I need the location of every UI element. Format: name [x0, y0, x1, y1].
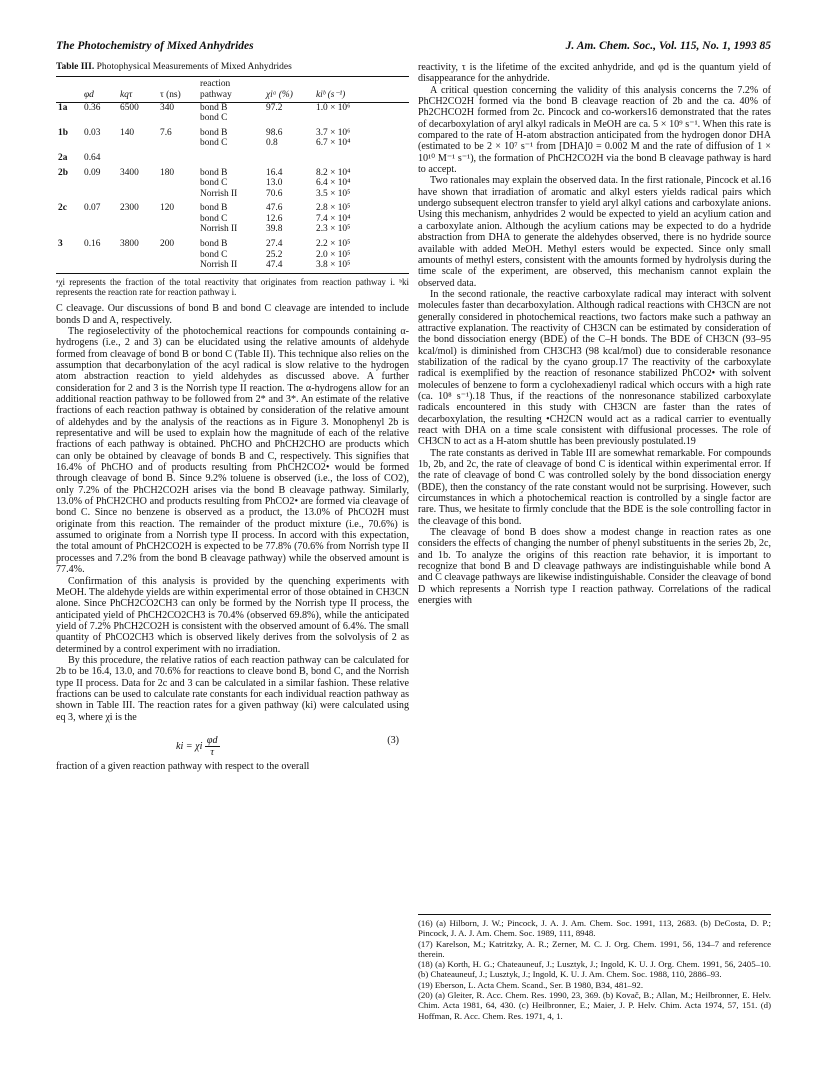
table-cell: 3400 — [120, 167, 139, 178]
reference-item: (16) (a) Hilborn, J. W.; Pincock, J. A. J. Am. Chem. Soc. 1991, 113, 2683. (b) DeCosta, D. P.; Pincock, J. A. J. Am. Chem. Soc. 1989, 111, 8948. — [418, 918, 771, 939]
equation-fraction — [205, 735, 220, 759]
right-column — [418, 62, 771, 607]
table-cell — [118, 260, 158, 273]
table-cell: 3.7 × 10⁶ — [316, 127, 351, 138]
table-cell — [82, 224, 118, 235]
table-header-row — [56, 77, 409, 102]
table-cell: bond C — [200, 249, 228, 260]
table-row — [56, 235, 409, 250]
table-cell — [158, 214, 198, 225]
table-cell — [158, 149, 198, 164]
table-cell — [314, 149, 409, 164]
compound-label: 2b — [58, 167, 68, 178]
table-cell — [82, 178, 118, 189]
table-cell: 3.5 × 10⁵ — [316, 188, 351, 199]
table-cell: 2.2 × 10⁵ — [316, 239, 351, 250]
table-footnote: ᵃχi represents the fraction of the total reactivity that originates from reaction pathway i. ᵇki represents the reaction rate for reaction pathway i. — [56, 276, 409, 298]
compound-label — [56, 113, 82, 124]
table-cell — [158, 113, 198, 124]
table-cell: 0.07 — [84, 203, 101, 214]
table-header-cell: kqτ — [118, 77, 158, 102]
table-cell — [158, 189, 198, 200]
table-cell: 8.2 × 10⁴ — [316, 167, 351, 178]
table-cell: bond C — [200, 138, 228, 149]
body-paragraph: C cleavage. Our discussions of bond B and bond C cleavage are intended to include bonds D and A, respectively. — [56, 303, 409, 326]
table-cell — [118, 178, 158, 189]
table-row — [56, 199, 409, 214]
body-paragraph: Confirmation of this analysis is provided by the quenching experiments with MeOH. The aldehyde yields are within experimental error of those obtained in CH3CN alone. Since PhCH2CO2CH3 can only be formed by the Norrish type II process, the anticipated yield of PhCH2CO2CH3 is 70.4% (observed 69.8%), while the anticipated yield of 7.2% PhCH2CO2H is consistent with the observed amount of 6.4%. The small quantity of PhCO2CH3 which is observed likely derives from the solvolysis of 2 as determined by a control experiment with no irradiation. — [56, 575, 409, 655]
table-cell: 39.8 — [266, 224, 283, 235]
table-cell: 200 — [160, 239, 175, 250]
table-cell: 3.8 × 10⁵ — [314, 260, 409, 273]
table-header-cell — [56, 77, 82, 102]
running-header — [56, 40, 771, 56]
table-cell: 2.8 × 10⁵ — [316, 203, 351, 214]
table-cell: 6500 — [120, 102, 139, 113]
compound-label — [56, 138, 82, 149]
table-row — [56, 138, 409, 149]
table-cell: 0.36 — [84, 102, 101, 113]
table-cell: 7.4 × 10⁴ — [316, 213, 351, 224]
table-cell: 0.64 — [84, 152, 101, 163]
journal-section-title: The Photochemistry of Mixed Anhydrides — [56, 40, 254, 52]
table-cell — [118, 113, 158, 124]
body-paragraph: The cleavage of bond B does show a modest change in reaction rates as one considers the effects of changing the number of phenyl substituents in the series 2b, 2c, and 1b. To analyze the origins of this reaction rate behavior, it is important to recognize that bond B and D cleavage pathways are indistinguishable while bond A and C cleavage pathways are likewise indistinguishable. Consider the cleavage of bond D which represents a Norrish type I reaction pathway. Correlations of the radical energies with — [418, 527, 771, 607]
table-label: Table III. — [56, 62, 95, 72]
table-cell — [82, 138, 118, 149]
body-paragraph: A critical question concerning the validity of this analysis concerns the 7.2% of PhCH2CO2H formed via the bond B cleavage reaction of 2b and the ca. 40% of Ph2CHCO2H formed from 2c. Pincock and co-workers16 demonstrated that the rates of decarboxylation of aryl alkyl radicals in MeOH are ca. 5 × 10⁹ s⁻¹. When this rate is compared to the rate of H-atom abstraction anticipated from the hydrogen donor DHA (estimated to be 2 × 10⁷ s⁻¹ from [DHA]0 = 0.002 M and the rate of diffusion of 1 × 10¹⁰ M⁻¹ s⁻¹), the formation of PhCH2CO2H via the bond B cleavage pathway is hard to accept. — [418, 84, 771, 176]
table-cell: 2.0 × 10⁵ — [316, 249, 351, 260]
body-paragraph: Two rationales may explain the observed data. In the first rationale, Pincock et al.16 have shown that irradiation of aromatic and alkyl esters yields radical pairs which undergo subsequent electron transfer to yield aryl alkyl cations and carboxylate anions. Using this mechanism, anhydrides 2 would be expected to yield an acylium cation and a carboxylate anion. Although the acylium cations may be expected to do a hydride abstraction from DHA to generate the aldehydes observed, there is no hydride source available with added MeOH. Methyl esters would be expected. Since only small amounts of methyl esters, consistent with the amounts formed by hydrolysis during the time scale of the experiment, are observed, this mechanism cannot explain the observed data. — [418, 175, 771, 289]
table-cell — [158, 224, 198, 235]
table-cell — [82, 189, 118, 200]
table-row — [56, 224, 409, 235]
compound-label — [56, 260, 82, 273]
left-column — [56, 62, 409, 772]
table-row — [56, 214, 409, 225]
table-cell: 3800 — [120, 239, 139, 250]
table-header-cell: φd — [82, 77, 118, 102]
table-cell: 47.6 — [266, 203, 283, 214]
table-row — [56, 178, 409, 189]
table-cell — [118, 138, 158, 149]
table-cell: 27.4 — [266, 239, 283, 250]
table-cell: 16.4 — [266, 167, 283, 178]
table-cell: 98.6 — [266, 127, 283, 138]
compound-label: 1b — [58, 127, 68, 138]
table-cell: Norrish II — [198, 260, 264, 273]
compound-label — [56, 250, 82, 261]
table-cell: 120 — [160, 203, 175, 214]
table-cell: 7.6 — [160, 127, 172, 138]
table-row — [56, 189, 409, 200]
table-cell: 340 — [160, 102, 175, 113]
table-cell: bond B — [200, 203, 228, 214]
equation-3 — [56, 727, 409, 757]
table-cell: 2300 — [120, 203, 139, 214]
table-cell — [118, 250, 158, 261]
table-cell: bond B — [200, 167, 228, 178]
compound-label — [56, 214, 82, 225]
table-cell — [158, 178, 198, 189]
table-cell: 0.09 — [84, 167, 101, 178]
references — [418, 914, 771, 1021]
reference-item: (20) (a) Gleiter, R. Acc. Chem. Res. 1990, 23, 369. (b) Kovač, B.; Allan, M.; Heilbronner, E. Helv. Chim. Acta 1981, 64, 430. (c) Heilbronner, E.; Maier, J. P. Helv. Chim. Acta 1974, 57, 151. (d) Hoffman, R. Acc. Chem. Res. 1971, 4, 1. — [418, 990, 771, 1021]
body-paragraph: In the second rationale, the reactive carboxylate radical may interact with solvent molecules faster than decarboxylation. Although radical reactions with CH3CN are not generally considered in photochemical reactions, two factors make such a pathway an attractive explanation. The reactivity of CH3CN can be estimated by consideration of the bond dissociation energy (BDE) of the C–H bonds. The BDE of CH3CN (93–95 kcal/mol) is diminished from CH3CH3 (98 kcal/mol) due to considerable resonance stabilization of the radical by the cyano group.17 The reactivity of the carboxylate radical is exemplified by the reaction of resonance stabilized PhCO2• with solvent molecules of benzene to form a cyclohexadienyl radical which occurs with a high rate (ca. 10⁸ s⁻¹).18 Thus, if the reactions of the nonresonance stabilized carboxylate radicals encountered in this study with CH3CN are faster than the rates of decarboxylation, the resulting •CH2CN would act as a radical carrier to eventually react with DHA on a time scale consistent with diffusional processes. The role of CH3CN to act as a H-atom shuttle has been previously postulated.19 — [418, 288, 771, 448]
table-cell — [118, 214, 158, 225]
table-cell: 12.6 — [266, 213, 283, 224]
table-row — [56, 250, 409, 261]
equation-number: (3) — [387, 734, 399, 746]
table-cell — [82, 113, 118, 124]
table-cell: 140 — [120, 127, 135, 138]
compound-label — [56, 178, 82, 189]
equation-denominator: τ — [210, 747, 215, 759]
table-cell — [264, 113, 314, 124]
table-caption — [56, 62, 409, 73]
reference-item: (18) (a) Korth, H. G.; Chateauneuf, J.; Lusztyk, J.; Ingold, K. U. J. Org. Chem. 1991, 56, 2405–10. (b) Chateauneuf, J.; Lusztyk, J.; Ingold, K. U. J. Am. Chem. Soc. 1988, 110, 2886–93. — [418, 959, 771, 980]
table-cell — [314, 113, 409, 124]
body-paragraph: By this procedure, the relative ratios of each reaction pathway can be calculated for 2b to be 16.4, 13.0, and 70.6% for reactions to cleave bond B, bond C, and the Norrish type II process. Data for 2c and 3 can be calculated in a similar fashion. These relative fractions can be used to calculate rate constants for each individual reaction pathway as shown in Table III. The reaction rates for a given pathway (ki) were calculated using eq 3, where χi is the — [56, 654, 409, 723]
table-row — [56, 149, 409, 164]
table-cell: bond C — [200, 213, 228, 224]
table-cell: bond C — [200, 178, 228, 189]
table-cell: 2.3 × 10⁵ — [316, 224, 351, 235]
journal-citation: J. Am. Chem. Soc., Vol. 115, No. 1, 1993 85 — [565, 40, 771, 52]
table-cell: Norrish II — [200, 188, 238, 199]
table-cell — [118, 149, 158, 164]
body-paragraph: The rate constants as derived in Table III are somewhat remarkable. For compounds 1b, 2b, and 2c, the rate of cleavage of bond C is identical within experimental error. If the rate of cleavage of bond C was controlled solely by the bond dissociation energy (BDE), then the constancy of the rate constant would not be surprising. However, such circumstances in which a photochemical reaction is controlled by a single factor are rare. Thus, we hesitate to firmly conclude that the BDE is the sole controlling factor in the cleavage of this bond. — [418, 447, 771, 527]
table-header-cell: kiᵇ (s⁻¹) — [314, 77, 409, 102]
compound-label — [56, 189, 82, 200]
equation-body — [176, 735, 220, 759]
table-cell — [158, 138, 198, 149]
table-body — [56, 102, 409, 273]
body-paragraph: The regioselectivity of the photochemical reactions for compounds containing α-hydrogens (i.e., 2 and 3) can be elucidated using the relative amounts of aldehyde formed from cleavage of bond B or bond C (Table II). This technique also relies on the assumption that decarbonylation of the acyl radical is slow relative to the hydrogen atom abstraction reaction to yield aldehydes as discussed above. A further consideration for 2 and 3 is the Norrish type II reaction. The α-hydrogens allow for an additional reaction pathway to be followed from 2* and 3*. An estimate of the relative fractions of each reaction pathway is obtained by consideration of the relative amount of aldehydes and by the analysis of the reactions as in Figure 3. Monophenyl 2b is representative and will be used to explain how the magnitude of each of the relative fractions of each pathway is obtained. PhCHO and PhCH2CHO are products which can only be obtained by cleavage of bonds B and C, respectively. This signifies that 16.4% of PhCHO and of products resulting from PhCH2CO2• would be formed through cleavage of bond B. Since 9.2% toluene is observed (i.e., the loss of CO2), only 7.2% of the PhCH2CO2H arises via the bond B cleavage pathway. Similarly, 13.0% of PhCH2CHO and products resulting from PhCO2• are formed via cleavage of bond C. Since no benzene is observed as a product, the 13.0% of PhCO2H must originate from this reaction. The remainder of the product mixture (i.e., 70.6%) is assumed to originate from a Norrish type II process. In accord with this expectation, the total amount of PhCH2CO2H is expected to be 77.8% (70.6% from Norrish type II processes and 7.2% from the bond B cleavage pathway) while the observed amount is 77.4%. — [56, 325, 409, 576]
body-paragraph: reactivity, τ is the lifetime of the excited anhydride, and φd is the quantum yield of disappearance for the anhydride. — [418, 62, 771, 85]
photophysical-table — [56, 76, 409, 274]
equation-numerator: φd — [206, 734, 218, 746]
table-cell — [264, 149, 314, 164]
compound-label: 3 — [58, 239, 63, 250]
table-cell: 70.6 — [266, 188, 283, 199]
table-cell: bond C — [200, 113, 228, 124]
table-cell: 180 — [160, 167, 175, 178]
table-cell: bond B — [200, 102, 228, 113]
table-cell: bond B — [200, 127, 228, 138]
body-paragraph: fraction of a given reaction pathway with respect to the overall — [56, 760, 310, 772]
table-cell — [82, 250, 118, 261]
compound-label: 2a — [58, 152, 68, 163]
table-cell: 97.2 — [266, 102, 283, 113]
table-header-cell: reaction pathway — [198, 77, 264, 102]
table-cell: 1.0 × 10⁶ — [316, 102, 351, 113]
table-cell — [198, 149, 264, 164]
table-cell — [82, 260, 118, 273]
table-cell: 0.16 — [84, 239, 101, 250]
table-cell: 6.7 × 10⁴ — [316, 138, 351, 149]
table-cell — [158, 260, 198, 273]
table-cell — [118, 189, 158, 200]
table-header-cell: χiᵃ (%) — [264, 77, 314, 102]
compound-label: 2c — [58, 203, 67, 214]
table-cell — [158, 250, 198, 261]
table-cell: 47.4 — [264, 260, 314, 273]
table-header-cell: τ (ns) — [158, 77, 198, 102]
table-row — [56, 260, 409, 273]
table-cell: bond B — [200, 239, 228, 250]
equation-lhs: ki = χi — [176, 741, 203, 753]
reference-item: (19) Eberson, L. Acta Chem. Scand., Ser. B 1980, B34, 481–92. — [418, 979, 644, 990]
table-title: Photophysical Measurements of Mixed Anhydrides — [96, 62, 292, 72]
table-row — [56, 102, 409, 113]
compound-label — [56, 224, 82, 235]
table-cell: 13.0 — [266, 178, 283, 189]
table-cell: 0.03 — [84, 127, 101, 138]
table-row — [56, 164, 409, 179]
reference-item: (17) Karelson, M.; Katritzky, A. R.; Zerner, M. C. J. Org. Chem. 1991, 56, 134–7 and reference therein. — [418, 938, 771, 959]
table-cell: 25.2 — [266, 249, 283, 260]
compound-label: 1a — [58, 102, 68, 113]
table-cell: 0.8 — [266, 138, 278, 149]
table-cell — [82, 214, 118, 225]
table-row — [56, 113, 409, 124]
table-cell: Norrish II — [200, 224, 238, 235]
table-cell — [118, 224, 158, 235]
table-cell: 6.4 × 10⁴ — [316, 178, 351, 189]
table-row — [56, 124, 409, 139]
